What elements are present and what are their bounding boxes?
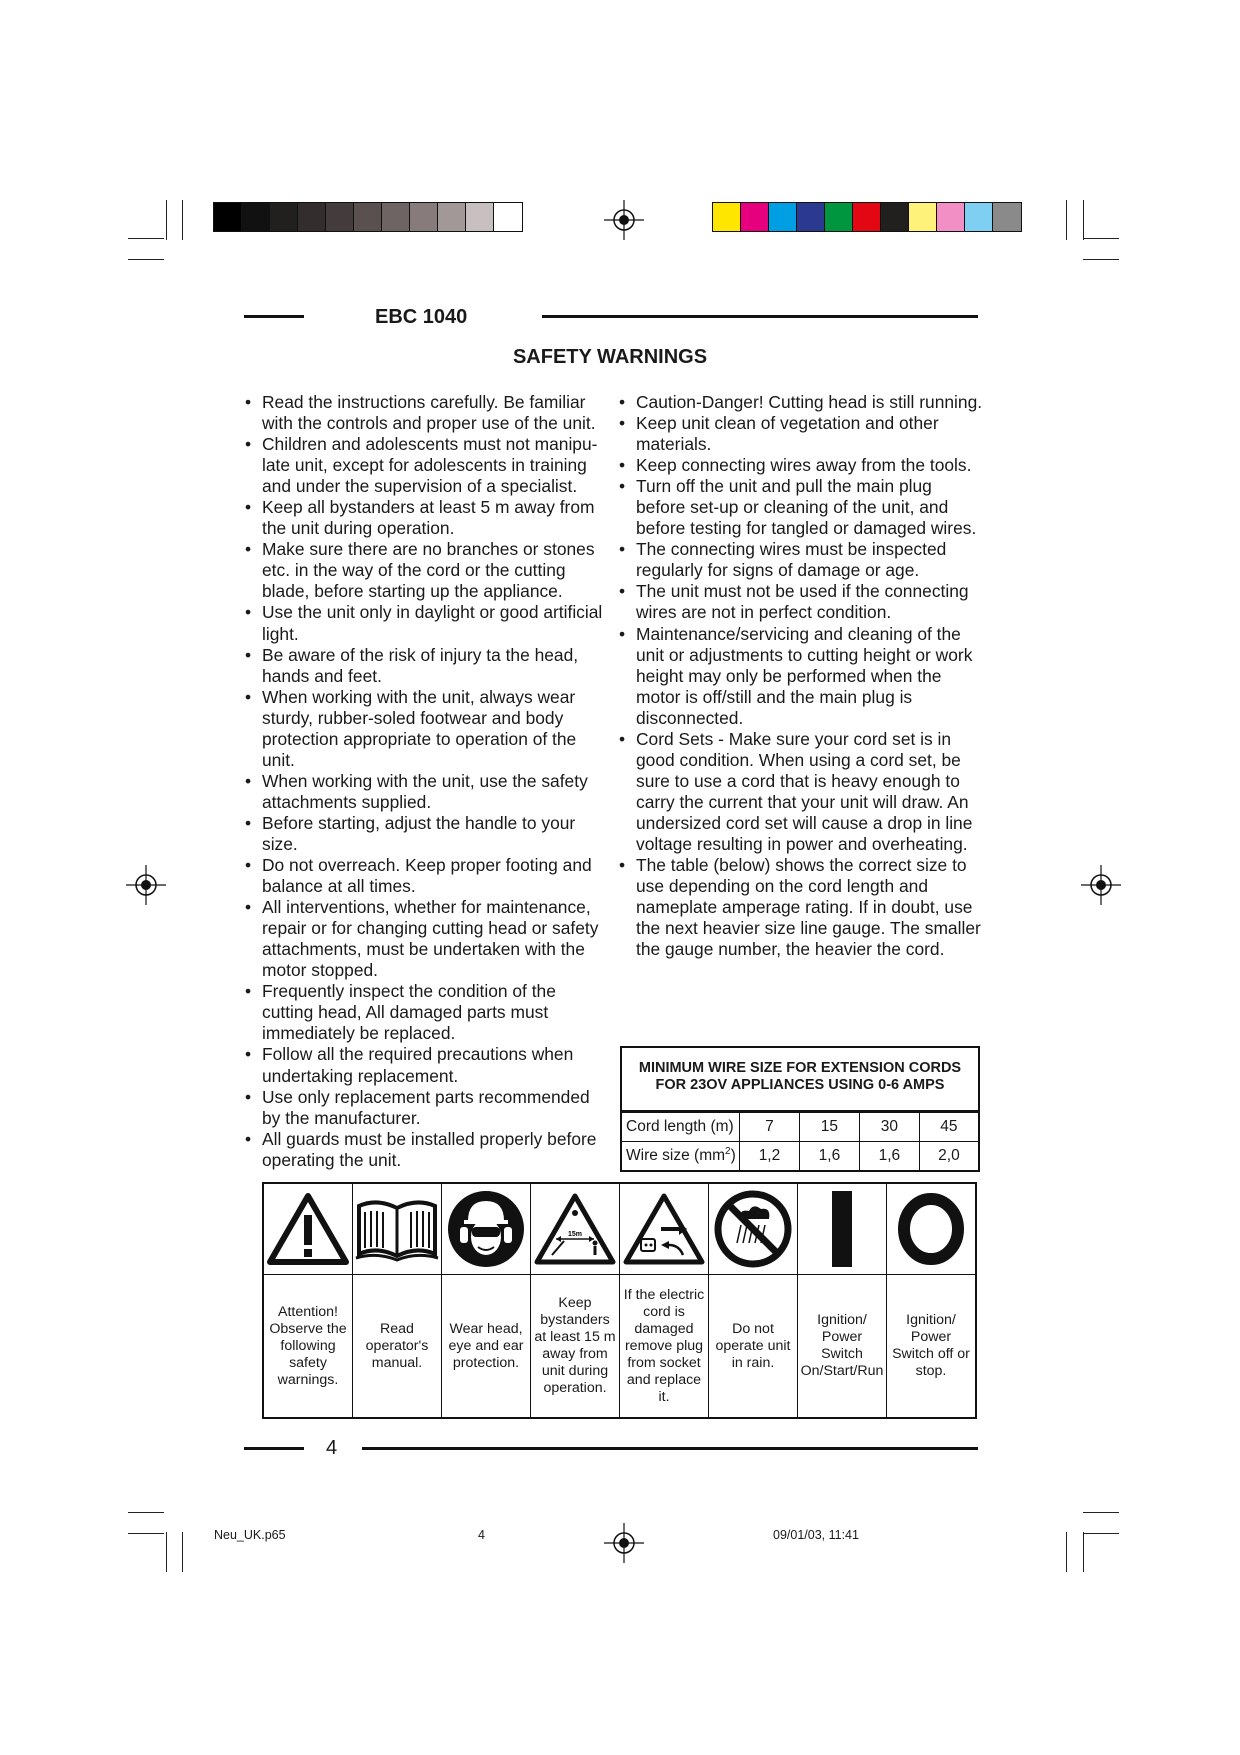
registration-mark-icon [1081, 865, 1121, 905]
color-swatch [937, 203, 965, 231]
warning-item: • All interventions, whether for maintenance, repair or for changing cutting head or safety attachments, must be undertaken with the motor stopped. [245, 897, 603, 981]
footer-page: 4 [478, 1528, 485, 1542]
color-swatch [214, 203, 242, 231]
color-swatch [354, 203, 382, 231]
symbol-cell [887, 1184, 975, 1417]
wire-size-label-text: Wire size (mm [626, 1147, 726, 1165]
symbol-cell [531, 1184, 620, 1417]
table-cell: 30 [859, 1113, 919, 1142]
warning-item: • The table (below) shows the correct size to use depending on the cord length and nameplate amperage rating. If in doubt, use the next heavier size line gauge. The smaller the gauge number, the heavier the cord. [619, 855, 984, 960]
color-swatch [853, 203, 881, 231]
safety-symbols-table [262, 1182, 977, 1419]
footer-timestamp: 09/01/03, 11:41 [773, 1528, 859, 1542]
color-swatch [298, 203, 326, 231]
color-swatch [797, 203, 825, 231]
warning-item: • Maintenance/servicing and cleaning of the unit or adjustments to cutting height or work height may only be performed when the motor is off/still and the main plug is disconnected. [619, 624, 984, 729]
registration-mark-icon [604, 1523, 644, 1563]
warning-item: • Do not overreach. Keep proper footing and balance at all times. [245, 855, 603, 897]
head-eye-ear-protection-icon [446, 1189, 526, 1269]
footer-rule-left [244, 1447, 304, 1450]
table-cell: 15 [799, 1113, 859, 1142]
warning-item: • Follow all the required precautions when undertaking replacement. [245, 1044, 603, 1086]
right-warnings-column [619, 392, 984, 960]
color-swatch [713, 203, 741, 231]
warning-item: • Keep connecting wires away from the tools. [619, 455, 984, 476]
cord-length-row [622, 1113, 978, 1142]
footer-rule-right [362, 1447, 978, 1450]
table-cell: 45 [919, 1113, 978, 1142]
warning-item: • Frequently inspect the condition of the cutting head, All damaged parts must immediately be replaced. [245, 981, 603, 1044]
wire-size-row [622, 1142, 978, 1171]
color-swatch [825, 203, 853, 231]
warning-item: • The unit must not be used if the connecting wires are not in perfect condition. [619, 581, 984, 623]
table-cell: 7 [740, 1113, 800, 1142]
symbol-caption: If the electric cord is damaged remove plug from socket and replace it. [623, 1286, 705, 1405]
table-cell: 1,6 [799, 1142, 859, 1171]
footer-filename: Neu_UK.p65 [214, 1528, 286, 1542]
symbol-caption: Ignition/ Power Switch On/Start/Run [800, 1312, 884, 1379]
warning-item: • Caution-Danger! Cutting head is still running. [619, 392, 984, 413]
color-swatch [993, 203, 1021, 231]
warning-item: • Children and adolescents must not manipu-late unit, except for adolescents in training and under the supervision of a specialist. [245, 434, 603, 497]
warning-item: • Read the instructions carefully. Be familiar with the controls and proper use of the unit. [245, 392, 603, 434]
cord-length-label: Cord length (m) [622, 1113, 740, 1142]
symbol-cell [709, 1184, 798, 1417]
warning-item: • Use only replacement parts recommended by the manufacturer. [245, 1087, 603, 1129]
power-on-icon [827, 1190, 857, 1268]
warning-item: • Turn off the unit and pull the main plug before set-up or cleaning of the unit, and before testing for tangled or damaged wires. [619, 476, 984, 539]
wire-size-label [622, 1142, 740, 1171]
color-swatch [438, 203, 466, 231]
grey-calibration-bar [213, 202, 523, 232]
wire-size-table [620, 1046, 980, 1172]
power-off-icon [895, 1190, 967, 1268]
color-swatch [410, 203, 438, 231]
color-swatch [494, 203, 522, 231]
page-title: SAFETY WARNINGS [512, 346, 708, 368]
registration-mark-icon [604, 200, 644, 240]
symbol-cell [264, 1184, 353, 1417]
color-swatch [242, 203, 270, 231]
registration-mark-icon [126, 865, 166, 905]
table-cell: 1,6 [859, 1142, 919, 1171]
color-swatch [769, 203, 797, 231]
wire-size-label-close: ) [730, 1147, 736, 1165]
color-swatch [741, 203, 769, 231]
distance-label: 15m [567, 1231, 583, 1238]
warning-item: • All guards must be installed properly before operating the unit. [245, 1129, 603, 1171]
table-cell: 1,2 [740, 1142, 800, 1171]
symbol-cell [353, 1184, 442, 1417]
symbol-caption: Keep bystanders at least 15 m away from unit during operation. [534, 1295, 616, 1396]
header-rule-right [542, 315, 978, 318]
bystander-distance-icon [534, 1193, 616, 1265]
symbol-cell [798, 1184, 887, 1417]
left-warnings-column [245, 392, 603, 1171]
wire-table-caption [622, 1048, 978, 1112]
model-name: EBC 1040 [375, 306, 468, 328]
warning-item: • When working with the unit, use the safety attachments supplied. [245, 771, 603, 813]
symbol-caption: Do not operate unit in rain. [715, 1320, 791, 1371]
color-swatch [909, 203, 937, 231]
color-swatch [382, 203, 410, 231]
color-swatch [466, 203, 494, 231]
symbol-caption: Attention! Observe the following safety warnings. [269, 1303, 347, 1388]
warning-item: • Be aware of the risk of injury ta the head, hands and feet. [245, 645, 603, 687]
table-cell: 2,0 [919, 1142, 978, 1171]
symbol-cell [442, 1184, 531, 1417]
wire-table-caption-line: MINIMUM WIRE SIZE FOR EXTENSION CORDS [638, 1060, 962, 1076]
color-swatch [965, 203, 993, 231]
warning-item: • Keep all bystanders at least 5 m away from the unit during operation. [245, 497, 603, 539]
warning-item: • Make sure there are no branches or stones etc. in the way of the cord or the cutting blade, before starting up the appliance. [245, 539, 603, 602]
header-rule-left [244, 315, 304, 318]
symbol-caption: Ignition/ Power Switch off or stop. [892, 1312, 970, 1379]
warning-item: • The connecting wires must be inspected regularly for signs of damage or age. [619, 539, 984, 581]
symbol-caption: Wear head, eye and ear protection. [448, 1320, 524, 1371]
color-swatch [270, 203, 298, 231]
warning-item: • Use the unit only in daylight or good artificial light. [245, 602, 603, 644]
open-book-icon [355, 1196, 439, 1262]
symbol-cell [620, 1184, 709, 1417]
page-number: 4 [326, 1437, 338, 1459]
warning-item: • Before starting, adjust the handle to your size. [245, 813, 603, 855]
warning-item: • When working with the unit, always wear sturdy, rubber-soled footwear and body protection appropriate to operation of the unit. [245, 687, 603, 771]
unplug-damaged-cord-icon [623, 1193, 705, 1265]
color-calibration-bar [712, 202, 1022, 232]
color-swatch [881, 203, 909, 231]
wire-table-caption-line: FOR 23OV APPLIANCES USING 0-6 AMPS [655, 1077, 945, 1093]
warning-item: • Keep unit clean of vegetation and other materials. [619, 413, 984, 455]
color-swatch [326, 203, 354, 231]
warning-triangle-icon [267, 1193, 349, 1265]
wire-size-label-sup: 2 [725, 1146, 731, 1158]
symbol-caption: Read operator's manual. [365, 1320, 429, 1371]
no-rain-icon [713, 1189, 793, 1269]
warning-item: • Cord Sets - Make sure your cord set is in good condition. When using a cord set, be sure to use a cord that is heavy enough to carry the current that your unit will draw. An undersized cord set will cause a drop in line voltage resulting in power and overheating. [619, 729, 984, 855]
